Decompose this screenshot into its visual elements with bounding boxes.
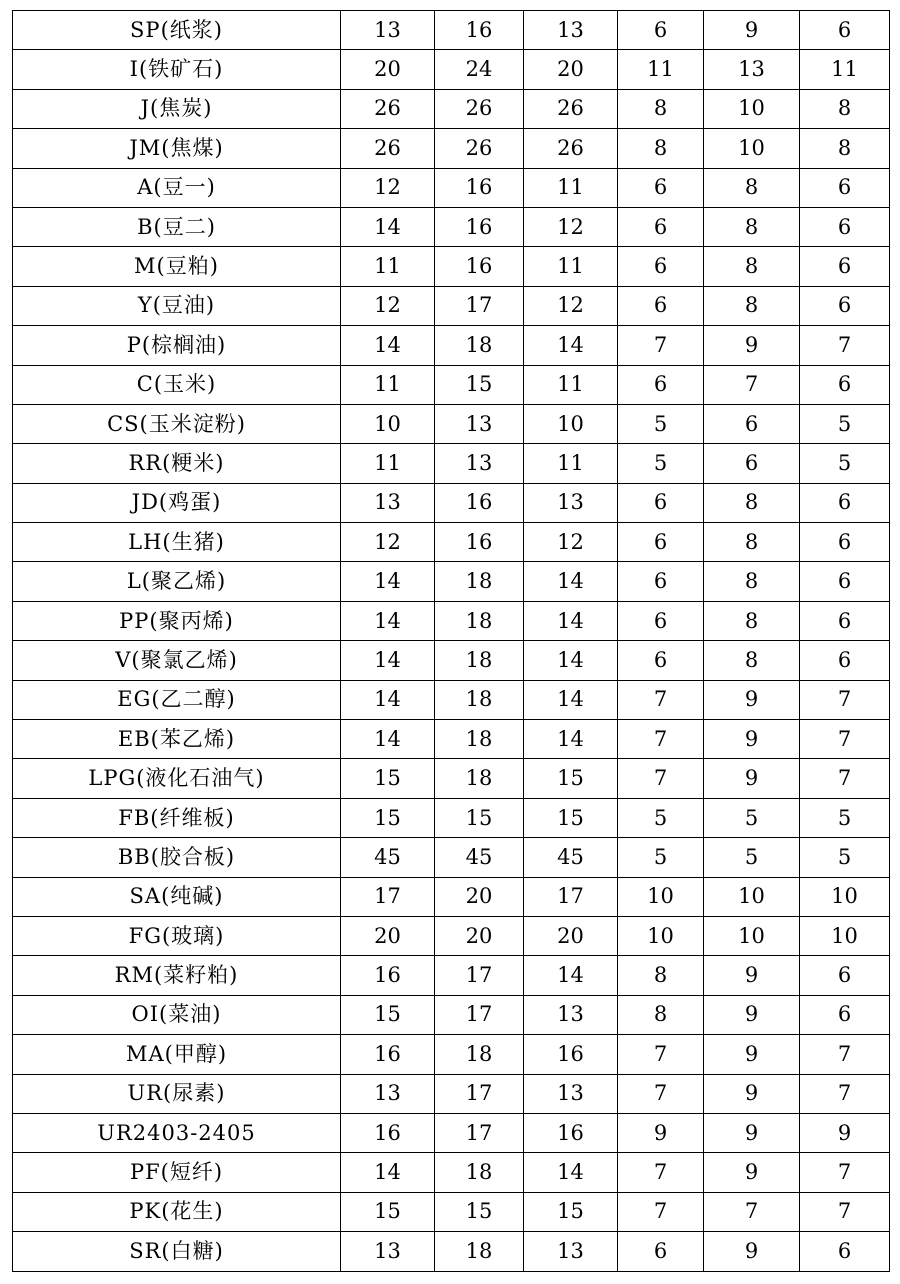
contract-name-cell: P(棕榈油) xyxy=(13,326,341,365)
value-cell-col-2: 17 xyxy=(435,995,524,1034)
value-cell-col-1: 13 xyxy=(341,1232,435,1271)
value-cell-col-2: 26 xyxy=(435,89,524,128)
value-cell-col-3: 11 xyxy=(524,247,618,286)
value-cell-col-1: 14 xyxy=(341,326,435,365)
value-cell-col-1: 16 xyxy=(341,1113,435,1152)
value-cell-col-2: 17 xyxy=(435,286,524,325)
contract-name-cell: SP(纸浆) xyxy=(13,11,341,50)
value-cell-col-6: 6 xyxy=(800,168,890,207)
table-row xyxy=(13,168,890,207)
value-cell-col-4: 6 xyxy=(618,247,704,286)
value-cell-col-2: 15 xyxy=(435,365,524,404)
value-cell-col-6: 10 xyxy=(800,916,890,955)
value-cell-col-6: 5 xyxy=(800,798,890,837)
value-cell-col-3: 14 xyxy=(524,601,618,640)
value-cell-col-1: 26 xyxy=(341,89,435,128)
table-row xyxy=(13,720,890,759)
value-cell-col-1: 16 xyxy=(341,1035,435,1074)
contract-name-cell: JM(焦煤) xyxy=(13,129,341,168)
table-row xyxy=(13,680,890,719)
value-cell-col-6: 7 xyxy=(800,720,890,759)
table-row xyxy=(13,129,890,168)
value-cell-col-2: 18 xyxy=(435,562,524,601)
value-cell-col-4: 6 xyxy=(618,11,704,50)
value-cell-col-1: 15 xyxy=(341,798,435,837)
value-cell-col-5: 9 xyxy=(704,1074,800,1113)
value-cell-col-4: 7 xyxy=(618,1035,704,1074)
contract-name-cell: RM(菜籽粕) xyxy=(13,956,341,995)
value-cell-col-4: 9 xyxy=(618,1113,704,1152)
value-cell-col-4: 5 xyxy=(618,404,704,443)
value-cell-col-4: 7 xyxy=(618,1192,704,1231)
value-cell-col-2: 16 xyxy=(435,247,524,286)
table-row xyxy=(13,916,890,955)
value-cell-col-1: 11 xyxy=(341,247,435,286)
contract-name-cell: I(铁矿石) xyxy=(13,50,341,89)
contract-name-cell: BB(胶合板) xyxy=(13,838,341,877)
value-cell-col-3: 13 xyxy=(524,995,618,1034)
value-cell-col-3: 13 xyxy=(524,483,618,522)
value-cell-col-6: 6 xyxy=(800,483,890,522)
value-cell-col-3: 14 xyxy=(524,1153,618,1192)
table-row xyxy=(13,483,890,522)
table-row xyxy=(13,838,890,877)
contract-name-cell: PK(花生) xyxy=(13,1192,341,1231)
value-cell-col-2: 17 xyxy=(435,1113,524,1152)
value-cell-col-3: 15 xyxy=(524,798,618,837)
table-row xyxy=(13,1074,890,1113)
value-cell-col-6: 6 xyxy=(800,995,890,1034)
value-cell-col-2: 20 xyxy=(435,916,524,955)
value-cell-col-2: 26 xyxy=(435,129,524,168)
value-cell-col-1: 26 xyxy=(341,129,435,168)
value-cell-col-4: 7 xyxy=(618,759,704,798)
table-row xyxy=(13,365,890,404)
contract-name-cell: L(聚乙烯) xyxy=(13,562,341,601)
table-row xyxy=(13,50,890,89)
value-cell-col-1: 14 xyxy=(341,562,435,601)
value-cell-col-2: 13 xyxy=(435,404,524,443)
value-cell-col-4: 6 xyxy=(618,601,704,640)
value-cell-col-5: 9 xyxy=(704,956,800,995)
value-cell-col-1: 11 xyxy=(341,365,435,404)
value-cell-col-2: 18 xyxy=(435,1232,524,1271)
value-cell-col-3: 16 xyxy=(524,1113,618,1152)
value-cell-col-4: 11 xyxy=(618,50,704,89)
value-cell-col-1: 14 xyxy=(341,720,435,759)
table-row xyxy=(13,995,890,1034)
value-cell-col-4: 5 xyxy=(618,838,704,877)
table-body xyxy=(13,11,890,1272)
value-cell-col-6: 6 xyxy=(800,11,890,50)
value-cell-col-6: 8 xyxy=(800,129,890,168)
contract-name-cell: V(聚氯乙烯) xyxy=(13,641,341,680)
contract-name-cell: UR2403-2405 xyxy=(13,1113,341,1152)
value-cell-col-5: 8 xyxy=(704,247,800,286)
value-cell-col-2: 16 xyxy=(435,168,524,207)
value-cell-col-4: 10 xyxy=(618,916,704,955)
contract-name-cell: A(豆一) xyxy=(13,168,341,207)
value-cell-col-6: 7 xyxy=(800,326,890,365)
value-cell-col-3: 12 xyxy=(524,207,618,246)
value-cell-col-3: 11 xyxy=(524,444,618,483)
value-cell-col-4: 6 xyxy=(618,483,704,522)
value-cell-col-5: 5 xyxy=(704,798,800,837)
value-cell-col-2: 45 xyxy=(435,838,524,877)
value-cell-col-3: 15 xyxy=(524,759,618,798)
value-cell-col-4: 6 xyxy=(618,207,704,246)
value-cell-col-4: 6 xyxy=(618,286,704,325)
value-cell-col-4: 7 xyxy=(618,680,704,719)
value-cell-col-2: 13 xyxy=(435,444,524,483)
value-cell-col-1: 17 xyxy=(341,877,435,916)
value-cell-col-2: 18 xyxy=(435,680,524,719)
value-cell-col-4: 6 xyxy=(618,562,704,601)
value-cell-col-2: 18 xyxy=(435,759,524,798)
value-cell-col-4: 6 xyxy=(618,168,704,207)
contract-name-cell: B(豆二) xyxy=(13,207,341,246)
value-cell-col-3: 14 xyxy=(524,326,618,365)
table-row xyxy=(13,247,890,286)
value-cell-col-6: 7 xyxy=(800,1192,890,1231)
value-cell-col-4: 7 xyxy=(618,1153,704,1192)
value-cell-col-5: 9 xyxy=(704,1113,800,1152)
value-cell-col-6: 6 xyxy=(800,956,890,995)
value-cell-col-1: 10 xyxy=(341,404,435,443)
value-cell-col-5: 5 xyxy=(704,838,800,877)
contract-name-cell: PP(聚丙烯) xyxy=(13,601,341,640)
value-cell-col-4: 6 xyxy=(618,523,704,562)
value-cell-col-3: 13 xyxy=(524,1074,618,1113)
table-row xyxy=(13,523,890,562)
value-cell-col-4: 6 xyxy=(618,1232,704,1271)
value-cell-col-6: 7 xyxy=(800,1035,890,1074)
value-cell-col-3: 26 xyxy=(524,89,618,128)
value-cell-col-6: 5 xyxy=(800,838,890,877)
value-cell-col-5: 6 xyxy=(704,404,800,443)
value-cell-col-4: 8 xyxy=(618,956,704,995)
value-cell-col-5: 8 xyxy=(704,207,800,246)
value-cell-col-1: 15 xyxy=(341,995,435,1034)
value-cell-col-6: 9 xyxy=(800,1113,890,1152)
value-cell-col-3: 14 xyxy=(524,720,618,759)
value-cell-col-6: 6 xyxy=(800,207,890,246)
value-cell-col-3: 26 xyxy=(524,129,618,168)
value-cell-col-1: 14 xyxy=(341,1153,435,1192)
value-cell-col-2: 18 xyxy=(435,326,524,365)
table-row xyxy=(13,326,890,365)
table-row xyxy=(13,956,890,995)
contract-name-cell: FG(玻璃) xyxy=(13,916,341,955)
value-cell-col-5: 13 xyxy=(704,50,800,89)
value-cell-col-5: 8 xyxy=(704,601,800,640)
value-cell-col-5: 9 xyxy=(704,720,800,759)
contract-name-cell: RR(粳米) xyxy=(13,444,341,483)
contract-name-cell: J(焦炭) xyxy=(13,89,341,128)
value-cell-col-2: 17 xyxy=(435,956,524,995)
value-cell-col-1: 14 xyxy=(341,641,435,680)
contract-name-cell: OI(菜油) xyxy=(13,995,341,1034)
value-cell-col-3: 20 xyxy=(524,916,618,955)
table-row xyxy=(13,562,890,601)
value-cell-col-2: 18 xyxy=(435,720,524,759)
table-row xyxy=(13,1035,890,1074)
value-cell-col-1: 15 xyxy=(341,759,435,798)
value-cell-col-1: 12 xyxy=(341,168,435,207)
table-row xyxy=(13,89,890,128)
value-cell-col-5: 10 xyxy=(704,89,800,128)
value-cell-col-5: 7 xyxy=(704,1192,800,1231)
value-cell-col-2: 16 xyxy=(435,523,524,562)
value-cell-col-6: 6 xyxy=(800,562,890,601)
value-cell-col-5: 8 xyxy=(704,641,800,680)
table-row xyxy=(13,1153,890,1192)
table-row xyxy=(13,641,890,680)
value-cell-col-5: 9 xyxy=(704,995,800,1034)
value-cell-col-6: 6 xyxy=(800,1232,890,1271)
value-cell-col-1: 12 xyxy=(341,523,435,562)
value-cell-col-1: 14 xyxy=(341,601,435,640)
value-cell-col-4: 6 xyxy=(618,641,704,680)
value-cell-col-6: 8 xyxy=(800,89,890,128)
value-cell-col-5: 10 xyxy=(704,916,800,955)
contract-name-cell: MA(甲醇) xyxy=(13,1035,341,1074)
value-cell-col-5: 8 xyxy=(704,523,800,562)
value-cell-col-5: 8 xyxy=(704,483,800,522)
contract-name-cell: LH(生猪) xyxy=(13,523,341,562)
table-row xyxy=(13,759,890,798)
value-cell-col-1: 13 xyxy=(341,11,435,50)
value-cell-col-3: 12 xyxy=(524,286,618,325)
value-cell-col-1: 16 xyxy=(341,956,435,995)
value-cell-col-2: 16 xyxy=(435,483,524,522)
value-cell-col-4: 8 xyxy=(618,995,704,1034)
value-cell-col-6: 6 xyxy=(800,641,890,680)
value-cell-col-6: 7 xyxy=(800,680,890,719)
contract-name-cell: SR(白糖) xyxy=(13,1232,341,1271)
table-row xyxy=(13,404,890,443)
table-row xyxy=(13,11,890,50)
value-cell-col-3: 12 xyxy=(524,523,618,562)
value-cell-col-4: 8 xyxy=(618,89,704,128)
value-cell-col-6: 10 xyxy=(800,877,890,916)
value-cell-col-6: 7 xyxy=(800,1074,890,1113)
value-cell-col-2: 18 xyxy=(435,641,524,680)
value-cell-col-6: 6 xyxy=(800,286,890,325)
contract-name-cell: Y(豆油) xyxy=(13,286,341,325)
value-cell-col-1: 45 xyxy=(341,838,435,877)
table-row xyxy=(13,1232,890,1271)
margin-table-sheet xyxy=(12,10,889,1272)
value-cell-col-5: 9 xyxy=(704,1232,800,1271)
value-cell-col-4: 8 xyxy=(618,129,704,168)
value-cell-col-4: 7 xyxy=(618,1074,704,1113)
value-cell-col-5: 9 xyxy=(704,326,800,365)
value-cell-col-5: 10 xyxy=(704,877,800,916)
value-cell-col-4: 7 xyxy=(618,326,704,365)
value-cell-col-5: 9 xyxy=(704,1035,800,1074)
table-row xyxy=(13,877,890,916)
value-cell-col-2: 15 xyxy=(435,1192,524,1231)
value-cell-col-3: 11 xyxy=(524,365,618,404)
value-cell-col-3: 14 xyxy=(524,680,618,719)
value-cell-col-2: 17 xyxy=(435,1074,524,1113)
value-cell-col-1: 11 xyxy=(341,444,435,483)
table-row xyxy=(13,601,890,640)
value-cell-col-5: 7 xyxy=(704,365,800,404)
value-cell-col-3: 20 xyxy=(524,50,618,89)
value-cell-col-3: 15 xyxy=(524,1192,618,1231)
value-cell-col-3: 14 xyxy=(524,956,618,995)
table-row xyxy=(13,1113,890,1152)
value-cell-col-3: 14 xyxy=(524,641,618,680)
contract-name-cell: LPG(液化石油气) xyxy=(13,759,341,798)
value-cell-col-1: 14 xyxy=(341,207,435,246)
table-row xyxy=(13,1192,890,1231)
value-cell-col-5: 8 xyxy=(704,562,800,601)
value-cell-col-2: 18 xyxy=(435,1153,524,1192)
contract-name-cell: JD(鸡蛋) xyxy=(13,483,341,522)
value-cell-col-3: 16 xyxy=(524,1035,618,1074)
value-cell-col-2: 18 xyxy=(435,601,524,640)
value-cell-col-5: 9 xyxy=(704,680,800,719)
value-cell-col-5: 9 xyxy=(704,1153,800,1192)
value-cell-col-1: 12 xyxy=(341,286,435,325)
table-row xyxy=(13,207,890,246)
value-cell-col-6: 6 xyxy=(800,601,890,640)
value-cell-col-2: 16 xyxy=(435,207,524,246)
contract-name-cell: EG(乙二醇) xyxy=(13,680,341,719)
value-cell-col-5: 8 xyxy=(704,168,800,207)
margin-table xyxy=(12,10,890,1272)
value-cell-col-6: 6 xyxy=(800,523,890,562)
contract-name-cell: CS(玉米淀粉) xyxy=(13,404,341,443)
value-cell-col-2: 15 xyxy=(435,798,524,837)
value-cell-col-4: 6 xyxy=(618,365,704,404)
value-cell-col-6: 7 xyxy=(800,1153,890,1192)
value-cell-col-1: 20 xyxy=(341,50,435,89)
contract-name-cell: SA(纯碱) xyxy=(13,877,341,916)
value-cell-col-3: 14 xyxy=(524,562,618,601)
table-row xyxy=(13,286,890,325)
value-cell-col-5: 6 xyxy=(704,444,800,483)
contract-name-cell: UR(尿素) xyxy=(13,1074,341,1113)
value-cell-col-1: 13 xyxy=(341,1074,435,1113)
table-row xyxy=(13,444,890,483)
value-cell-col-5: 8 xyxy=(704,286,800,325)
value-cell-col-3: 13 xyxy=(524,1232,618,1271)
value-cell-col-4: 7 xyxy=(618,720,704,759)
contract-name-cell: C(玉米) xyxy=(13,365,341,404)
value-cell-col-5: 9 xyxy=(704,759,800,798)
value-cell-col-5: 10 xyxy=(704,129,800,168)
value-cell-col-1: 15 xyxy=(341,1192,435,1231)
value-cell-col-4: 5 xyxy=(618,798,704,837)
value-cell-col-3: 11 xyxy=(524,168,618,207)
value-cell-col-3: 17 xyxy=(524,877,618,916)
value-cell-col-1: 20 xyxy=(341,916,435,955)
value-cell-col-6: 6 xyxy=(800,365,890,404)
value-cell-col-2: 20 xyxy=(435,877,524,916)
table-row xyxy=(13,798,890,837)
value-cell-col-6: 7 xyxy=(800,759,890,798)
value-cell-col-2: 24 xyxy=(435,50,524,89)
contract-name-cell: FB(纤维板) xyxy=(13,798,341,837)
value-cell-col-3: 45 xyxy=(524,838,618,877)
contract-name-cell: M(豆粕) xyxy=(13,247,341,286)
value-cell-col-2: 18 xyxy=(435,1035,524,1074)
value-cell-col-3: 13 xyxy=(524,11,618,50)
value-cell-col-1: 13 xyxy=(341,483,435,522)
value-cell-col-2: 16 xyxy=(435,11,524,50)
value-cell-col-4: 10 xyxy=(618,877,704,916)
contract-name-cell: PF(短纤) xyxy=(13,1153,341,1192)
contract-name-cell: EB(苯乙烯) xyxy=(13,720,341,759)
value-cell-col-6: 11 xyxy=(800,50,890,89)
value-cell-col-3: 10 xyxy=(524,404,618,443)
value-cell-col-6: 5 xyxy=(800,444,890,483)
value-cell-col-5: 9 xyxy=(704,11,800,50)
value-cell-col-6: 5 xyxy=(800,404,890,443)
value-cell-col-6: 6 xyxy=(800,247,890,286)
value-cell-col-1: 14 xyxy=(341,680,435,719)
value-cell-col-4: 5 xyxy=(618,444,704,483)
